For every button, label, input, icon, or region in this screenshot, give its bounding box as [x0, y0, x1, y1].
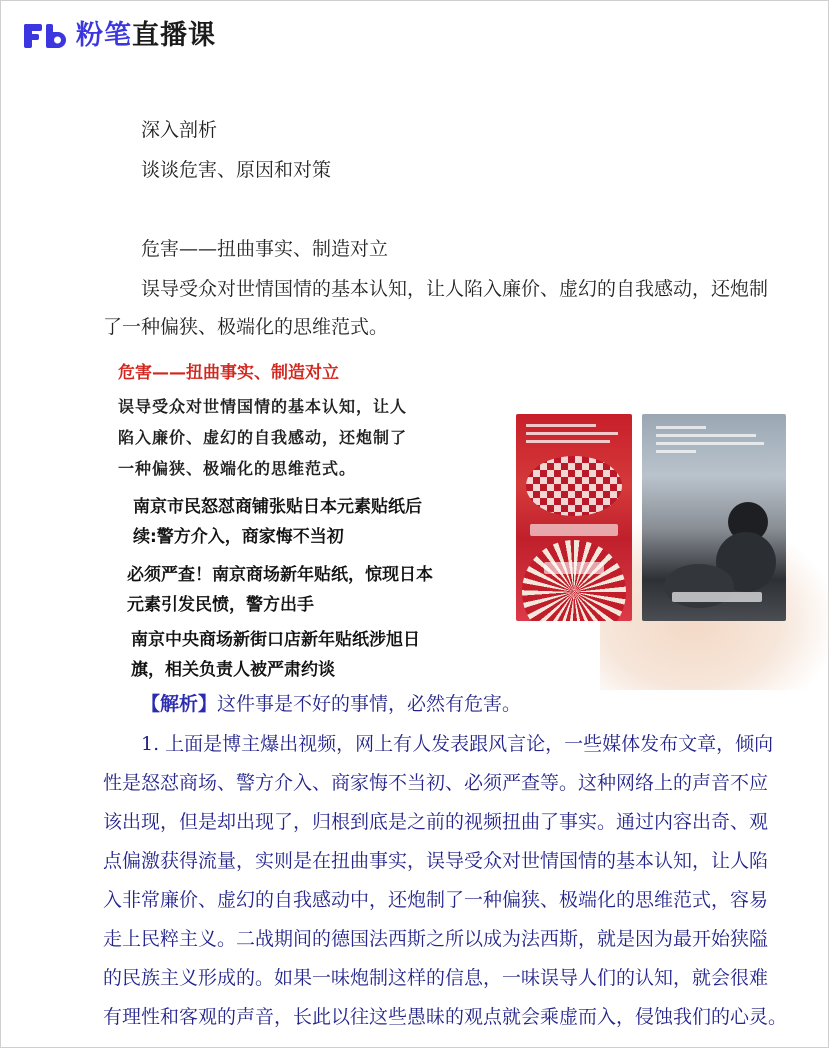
news-headline: 南京中央商场新街口店新年贴纸涉旭日	[131, 630, 420, 650]
analysis-line: 该出现，但是却出现了，归根到底是之前的视频扭曲了事实。通过内容出奇、观	[103, 811, 769, 833]
analysis-intro-line	[141, 692, 521, 716]
logo-wordmark	[76, 20, 216, 52]
news-headline: 南京市民怒怼商铺张贴日本元素贴纸后	[133, 497, 422, 517]
analysis-line: 性是怒怼商场、警方介入、商家悔不当初、必须严查等。这种网络上的声音不应	[103, 772, 769, 794]
fb-logo-icon	[22, 20, 68, 52]
news-headline: 必须严查！南京商场新年贴纸，惊现日本	[127, 565, 433, 585]
analysis-intro: 这件事是不好的事情，必然有危害。	[217, 693, 522, 715]
analysis-label: 【解析】	[141, 693, 218, 715]
analysis-line: 入非常廉价、虚幻的自我感动中，还炮制了一种偏狭、极端化的思维范式，容易	[103, 889, 769, 911]
checkered-sticker	[526, 456, 622, 516]
sticker-photo	[516, 414, 632, 621]
section-heading: 危害——扭曲事实、制造对立	[141, 238, 389, 260]
rising-sun-sticker	[522, 540, 626, 621]
news-headline: 旗，相关负责人被严肃约谈	[131, 660, 335, 680]
section-para-line-2: 了一种偏狭、极端化的思维范式。	[103, 316, 389, 338]
section-para-line-1: 误导受众对世情国情的基本认知，让人陷入廉价、虚幻的自我感动，还炮制	[141, 278, 769, 300]
street-video-photo	[642, 414, 786, 621]
news-headline: 续:警方介入，商家悔不当初	[133, 527, 344, 547]
analysis-line: 的民族主义形成的。如果一味炮制这样的信息，一味误导人们的认知，就会很难	[103, 967, 769, 989]
logo-suffix: 直播课	[132, 20, 216, 51]
news-headline: 元素引发民愤，警方出手	[127, 595, 314, 615]
analysis-line: 走上民粹主义。二战期间的德国法西斯之所以成为法西斯，就是因为最开始狭隘	[103, 928, 769, 950]
excerpt-body-line: 陷入廉价、虚幻的自我感动，还炮制了	[118, 428, 408, 447]
intro-line-1: 深入剖析	[141, 119, 218, 141]
analysis-line: 点偏激获得流量，实则是在扭曲事实，误导受众对世情国情的基本认知，让人陷	[103, 850, 769, 872]
fenbi-logo	[22, 20, 216, 52]
analysis-line: 有理性和客观的声音，长此以往这些愚昧的观点就会乘虚而入，侵蚀我们的心灵。	[103, 1006, 788, 1028]
intro-line-2: 谈谈危害、原因和对策	[141, 159, 332, 181]
excerpt-body-line: 误导受众对世情国情的基本认知，让人	[118, 397, 408, 416]
video-caption	[672, 592, 762, 602]
logo-brand: 粉笔	[76, 20, 132, 51]
excerpt-body-line: 一种偏狭、极端化的思维范式。	[118, 459, 357, 478]
analysis-line: 1. 上面是博主爆出视频，网上有人发表跟风言论，一些媒体发布文章，倾向	[141, 733, 774, 755]
excerpt-red-title: 危害——扭曲事实、制造对立	[118, 363, 339, 383]
